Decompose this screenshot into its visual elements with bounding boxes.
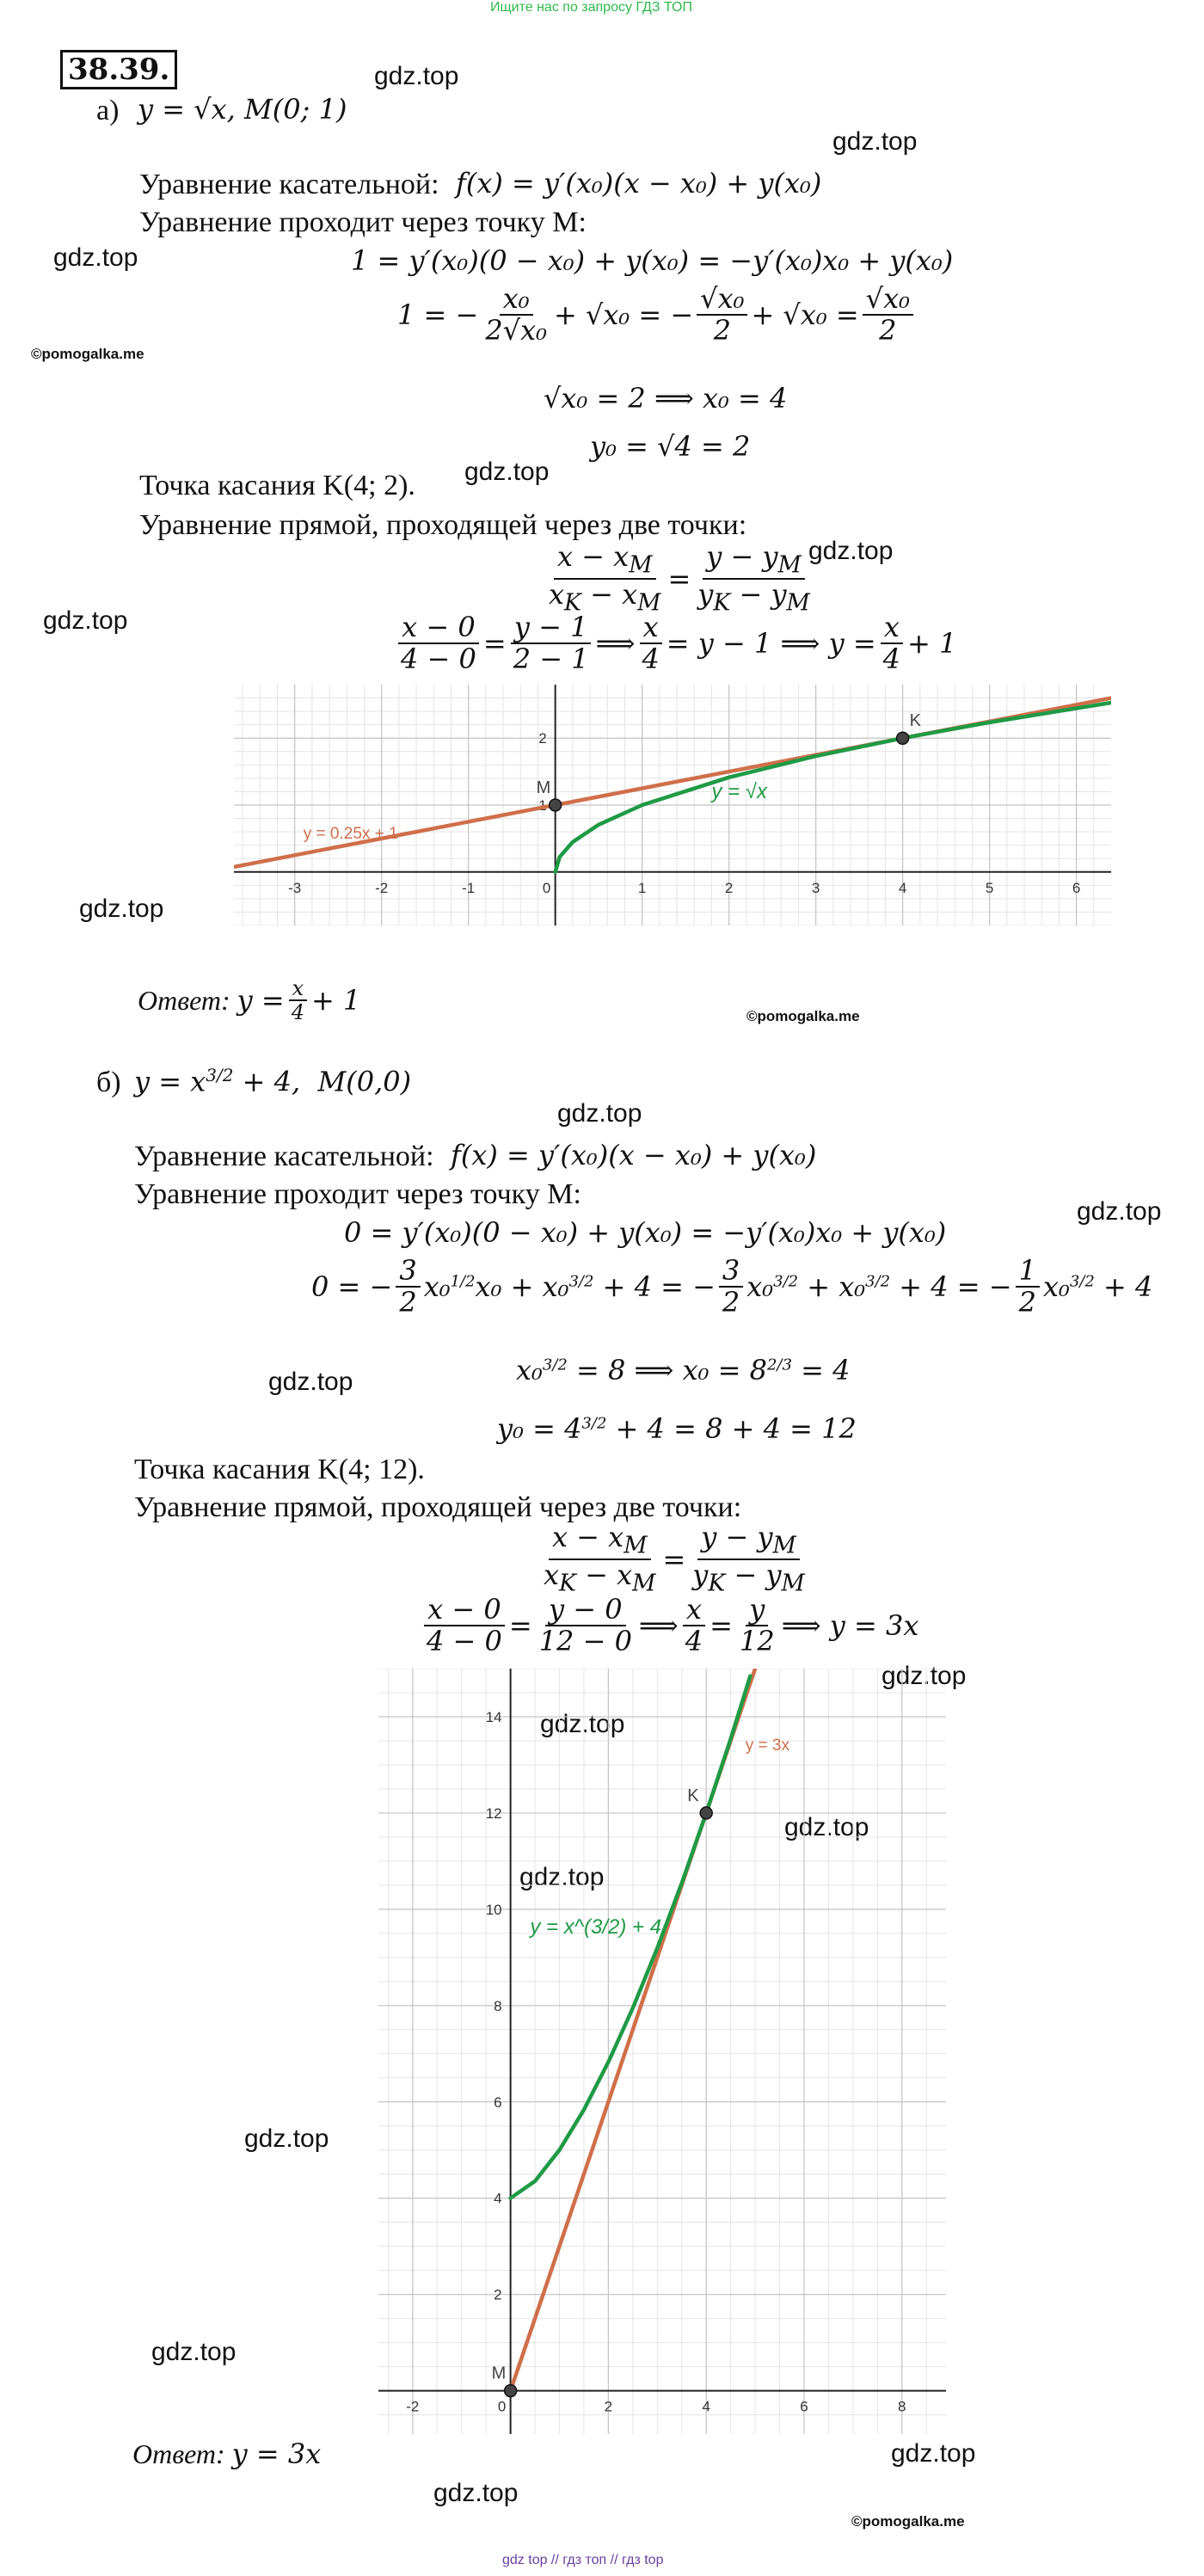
point-marker	[505, 2385, 517, 2397]
watermark: gdz.top	[53, 243, 138, 272]
watermark: gdz.top	[808, 537, 894, 565]
point-label: K	[687, 1786, 699, 1805]
part-b-tangent-text: Уравнение касательной:	[134, 1140, 434, 1172]
part-a-eq4: y₀ = √4 = 2	[590, 430, 751, 463]
y-tick-label: 2	[494, 2286, 502, 2303]
part-a-answer: Ответ: y = $\frac{x}{4}$ + 1	[138, 976, 361, 1025]
part-b-answer	[132, 2438, 321, 2470]
point-label: M	[536, 778, 551, 797]
y-tick-label: 14	[485, 1708, 502, 1725]
watermark: gdz.top	[43, 606, 128, 635]
y-tick-label: 6	[494, 2093, 502, 2111]
x-tick-label: 8	[898, 2398, 906, 2415]
watermark: gdz.top	[244, 2124, 329, 2153]
x-tick-label: -3	[288, 879, 302, 896]
y-tick-label: 1	[538, 797, 547, 814]
copyright-mark: ©pomogalka.me	[31, 346, 144, 362]
watermark: gdz.top	[832, 127, 918, 156]
watermark: gdz.top	[891, 2439, 976, 2468]
part-b-eq2: 0 = − $\frac{3}{2}$ x₀$^{1/2}$x₀ + x₀$^{3/2}$ + 4 = − $\frac{3}{2}$ x₀$^{3/2}$ + x₀$^{3/2}$ + 4 = − $\frac{1}{2}$ x₀$^{3/2}$ + 4	[311, 1254, 1153, 1319]
point-marker	[700, 1807, 712, 1819]
part-a-eq3: √x₀ = 2 ⟹ x₀ = 4	[544, 382, 788, 415]
x-tick-label: 2	[604, 2398, 613, 2415]
point-label: M	[491, 2364, 507, 2383]
part-b-two-point-formula: $\frac{x - x_M}{x_K - x_M}$ = $\frac{y - y_M}{y_K - y_M}$	[544, 1521, 805, 1597]
tangent-chart-a	[234, 685, 1111, 925]
part-b-two-points-text: Уравнение прямой, проходящей через две точки:	[134, 1491, 742, 1523]
footer-links[interactable]: gdz top // гдз топ // гдз top	[502, 2553, 664, 2567]
part-a-touch-point: Точка касания K(4; 2).	[139, 470, 415, 501]
part-b-eq1: 0 = y′(x₀)(0 − x₀) + y(x₀) = −y′(x₀)x₀ + y(x₀)	[344, 1216, 947, 1249]
y-tick-label: 4	[494, 2190, 502, 2207]
part-a-two-points-text: Уравнение прямой, проходящей через две точки:	[139, 509, 747, 541]
series-label: y = 0.25x + 1	[303, 824, 398, 843]
copyright-mark: ©pomogalka.me	[851, 2513, 965, 2530]
watermark: gdz.top	[268, 1368, 353, 1396]
watermark: gdz.top	[151, 2338, 236, 2366]
x-tick-label: 3	[811, 879, 820, 896]
problem-number: 38.39.	[60, 50, 177, 89]
part-b-passes-text: Уравнение проходит через точку M:	[134, 1178, 581, 1210]
y-tick-label: 2	[538, 730, 547, 747]
part-a-label: а)	[96, 95, 120, 126]
part-a-eq1: 1 = y′(x₀)(0 − x₀) + y(x₀) = −y′(x₀)x₀ + y(x₀)	[351, 244, 954, 277]
x-tick-label: 6	[1072, 879, 1081, 896]
series-label: y = 3x	[745, 1737, 789, 1755]
top-banner[interactable]: Ищите нас по запросу ГДЗ ТОП	[490, 0, 692, 15]
x-tick-label: -2	[406, 2398, 420, 2415]
watermark: gdz.top	[433, 2479, 519, 2507]
watermark: gdz.top	[79, 895, 164, 923]
y-tick-label: 10	[485, 1901, 502, 1918]
x-tick-label: -1	[462, 879, 476, 896]
point-label: K	[909, 711, 921, 731]
x-tick-label: 5	[985, 879, 994, 896]
x-tick-label: 0	[542, 879, 551, 896]
part-a-tangent-eq: f(x) = y′(x₀)(x − x₀) + y(x₀)	[456, 167, 822, 200]
x-tick-label: 2	[724, 879, 734, 896]
part-b-touch-point: Точка касания K(4; 12).	[134, 1454, 425, 1485]
watermark: gdz.top	[374, 62, 459, 90]
part-b-tangent-eq: f(x) = y′(x₀)(x − x₀) + y(x₀)	[451, 1139, 817, 1171]
x-tick-label: 6	[800, 2398, 808, 2415]
x-tick-label: 4	[898, 879, 907, 896]
series-label: y = x^(3/2) + 4	[530, 1915, 662, 1939]
watermark: gdz.top	[1077, 1197, 1162, 1226]
x-tick-label: 4	[702, 2398, 710, 2415]
y-tick-label: 8	[494, 1997, 502, 2014]
x-tick-label: 1	[637, 879, 647, 896]
watermark: gdz.top	[519, 1863, 605, 1891]
part-b-eq3: x₀$^{3/2}$ = 8 ⟹ $x_0 = 8^{2/3} = 4$	[516, 1354, 851, 1386]
answer-value: y = 3x	[231, 2438, 322, 2470]
part-b-label: б)	[96, 1067, 121, 1098]
series-label: y = √x	[711, 780, 767, 804]
part-b-statement: $y = x^{3/2} + 4$, M(0,0)	[134, 1065, 412, 1098]
part-b-eq4: $y_0 = 4^{3/2} + 4 = 8 + 4 = 12$	[497, 1412, 857, 1445]
part-a-two-point-formula: $\frac{x - x_M}{x_K - x_M}$ = $\frac{y - y_M}{y_K - y_M}$	[549, 540, 810, 617]
part-a-line-derivation: $\frac{x - 0}{4 - 0}$ = $\frac{y - 1}{2 - 1}$ ⟹ $\frac{x}{4}$ = y − 1 ⟹ y = $\frac{x}{4}$ + 1	[394, 612, 956, 674]
watermark: gdz.top	[557, 1099, 642, 1128]
watermark: gdz.top	[784, 1813, 869, 1841]
watermark: gdz.top	[882, 1662, 967, 1690]
y-tick-label: 12	[485, 1804, 502, 1822]
point-marker	[550, 799, 562, 811]
part-a-eq2: 1 = − $\frac{\text{x₀}}{\text{2√x₀}}$ + √x₀ = − $\frac{\text{√x₀}}{2}$ + √x₀ = $\frac{\text{√x₀}}{2}$	[397, 284, 917, 346]
part-a-statement: y = √x, M(0; 1)	[138, 93, 347, 126]
answer-label: Ответ:	[132, 2438, 225, 2469]
watermark: gdz.top	[464, 458, 550, 486]
x-tick-label: 0	[497, 2398, 507, 2415]
part-a-passes-text: Уравнение проходит через точку M:	[139, 206, 587, 238]
point-marker	[897, 732, 909, 744]
part-a-tangent-text: Уравнение касательной:	[139, 169, 439, 200]
part-b-line-derivation: $\frac{x - 0}{4 - 0}$ = $\frac{y - 0}{12 - 0}$ ⟹ $\frac{x}{4}$ = $\frac{y}{12}$ ⟹ y = 3x	[420, 1595, 918, 1657]
copyright-mark: ©pomogalka.me	[746, 1008, 860, 1024]
watermark: gdz.top	[540, 1710, 625, 1738]
answer-label: Ответ:	[138, 984, 230, 1016]
x-tick-label: -2	[375, 879, 389, 896]
tangent-chart-b	[378, 1669, 946, 2434]
